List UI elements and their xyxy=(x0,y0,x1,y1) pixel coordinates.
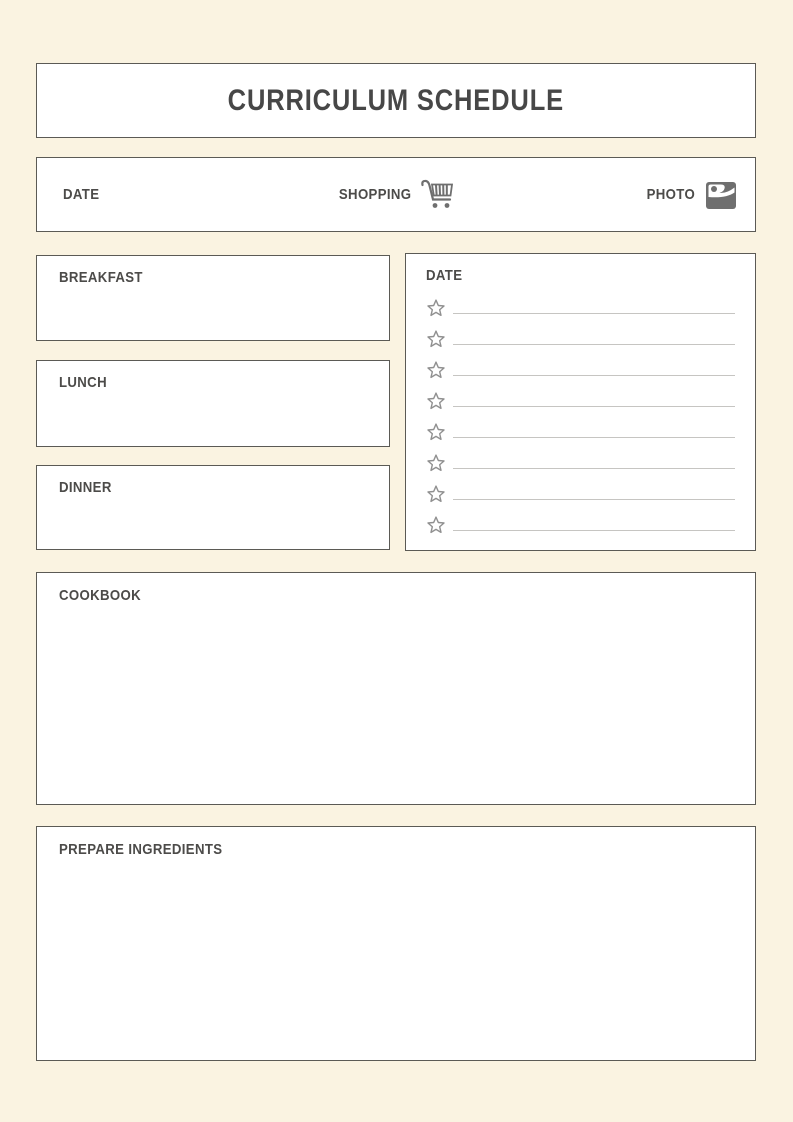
star-icon xyxy=(426,515,446,535)
header-photo-label: PHOTO xyxy=(646,186,695,203)
date-entry-line[interactable] xyxy=(453,344,735,345)
star-icon xyxy=(426,422,446,442)
prepare-ingredients-entry-area[interactable] xyxy=(39,863,753,1058)
date-entry-line[interactable] xyxy=(453,375,735,376)
lunch-entry-area[interactable] xyxy=(39,397,387,444)
breakfast-entry-area[interactable] xyxy=(39,292,387,338)
breakfast-label: BREAKFAST xyxy=(59,269,143,286)
date-row[interactable] xyxy=(426,323,735,354)
date-entry-line[interactable] xyxy=(453,499,735,500)
date-row[interactable] xyxy=(426,416,735,447)
date-row[interactable] xyxy=(426,478,735,509)
header-date-label: DATE xyxy=(63,185,100,203)
date-row[interactable] xyxy=(426,385,735,416)
title-box xyxy=(36,63,756,138)
cookbook-label: COOKBOOK xyxy=(59,587,142,604)
date-entry-line[interactable] xyxy=(453,468,735,469)
shopping-cart-icon xyxy=(419,177,455,213)
dinner-box[interactable] xyxy=(36,465,390,550)
star-icon xyxy=(426,453,446,473)
dinner-entry-area[interactable] xyxy=(39,502,387,547)
breakfast-box[interactable] xyxy=(36,255,390,341)
star-icon xyxy=(426,360,446,380)
prepare-ingredients-box[interactable] xyxy=(36,826,756,1061)
cookbook-entry-area[interactable] xyxy=(39,609,753,802)
star-icon xyxy=(426,329,446,349)
date-entry-line[interactable] xyxy=(453,437,735,438)
photo-image-icon xyxy=(705,180,737,210)
date-entry-line[interactable] xyxy=(453,530,735,531)
lunch-box[interactable] xyxy=(36,360,390,447)
dinner-label: DINNER xyxy=(59,479,112,496)
date-entry-line[interactable] xyxy=(453,406,735,407)
page-title: CURRICULUM SCHEDULE xyxy=(227,83,565,117)
cookbook-box[interactable] xyxy=(36,572,756,805)
date-row[interactable] xyxy=(426,509,735,540)
header-strip xyxy=(36,157,756,232)
date-row-list xyxy=(426,292,735,540)
date-row[interactable] xyxy=(426,292,735,323)
star-icon xyxy=(426,391,446,411)
star-icon xyxy=(426,298,446,318)
date-list-label: DATE xyxy=(426,267,463,284)
prepare-ingredients-label: PREPARE INGREDIENTS xyxy=(59,841,223,858)
date-entry-line[interactable] xyxy=(453,313,735,314)
lunch-label: LUNCH xyxy=(59,374,107,391)
date-row[interactable] xyxy=(426,447,735,478)
header-shopping-label: SHOPPING xyxy=(338,186,412,203)
star-icon xyxy=(426,484,446,504)
date-row[interactable] xyxy=(426,354,735,385)
date-list-box xyxy=(405,253,756,551)
